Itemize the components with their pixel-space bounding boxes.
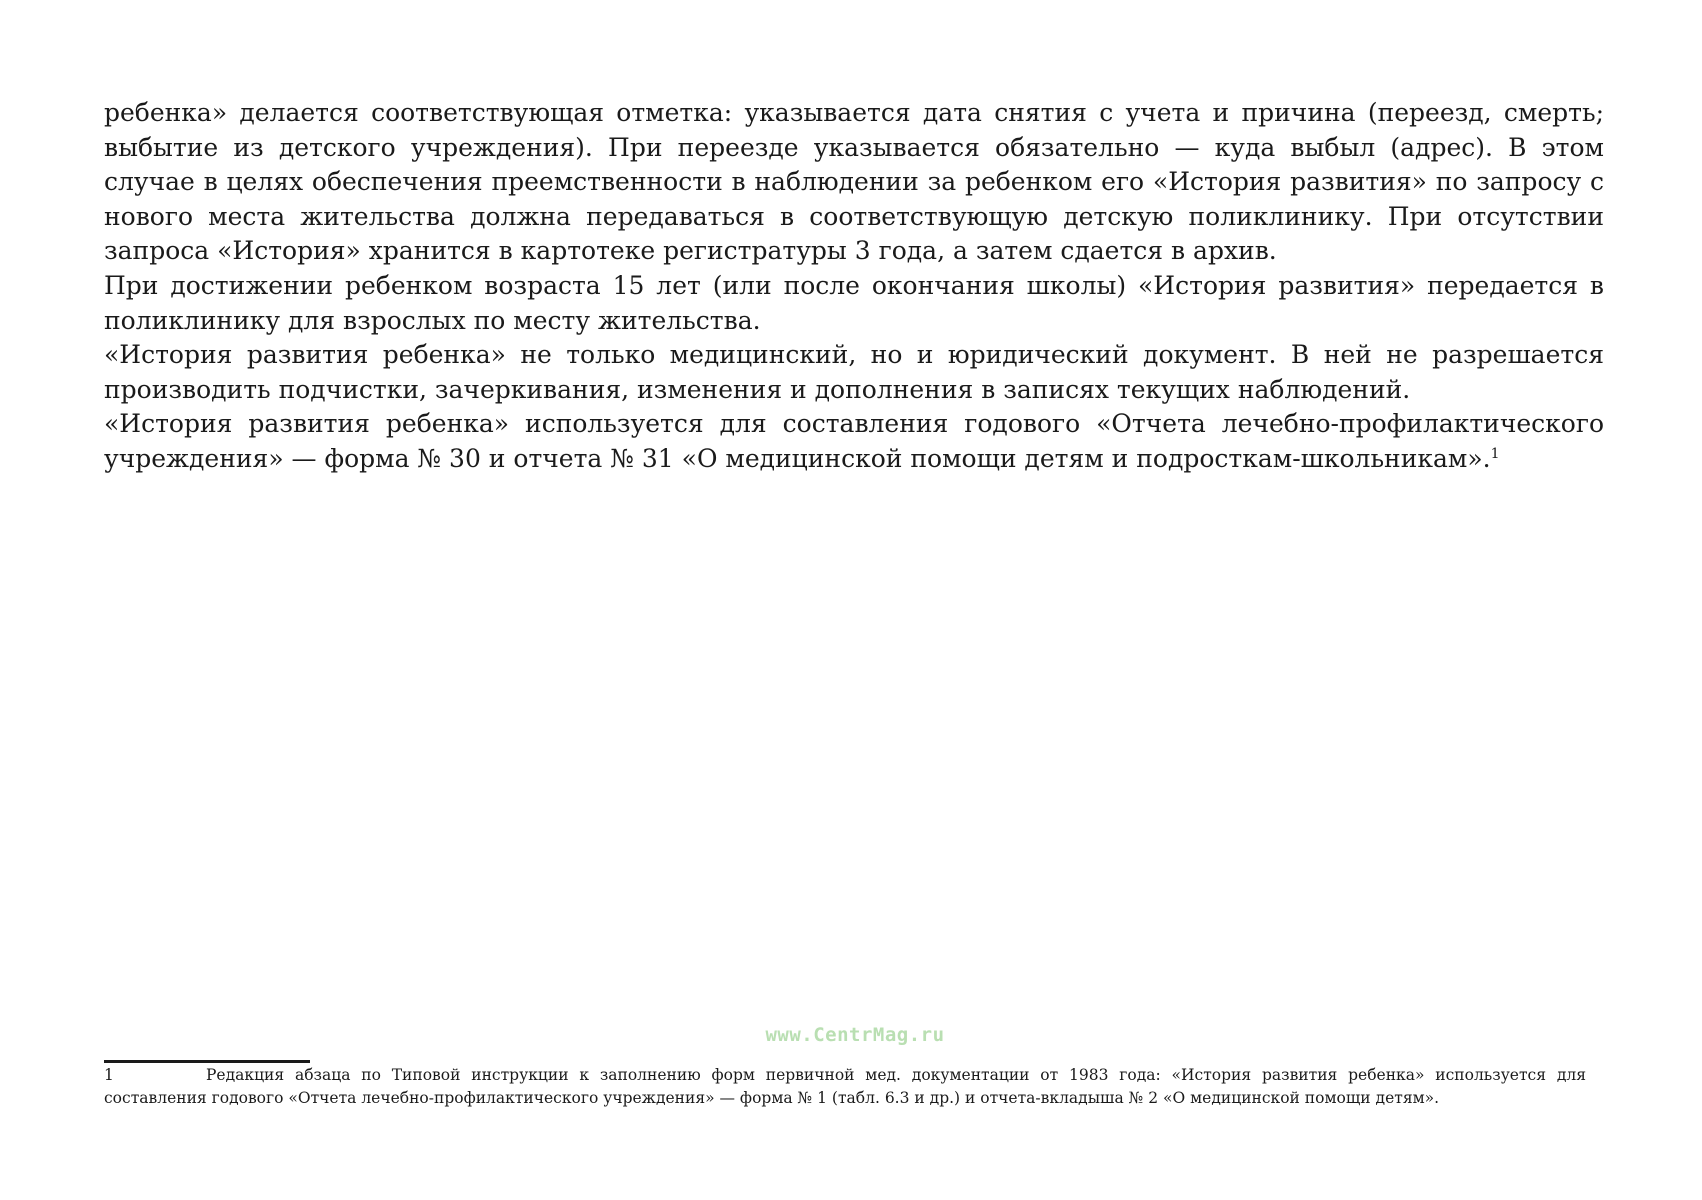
footnote [104, 1064, 1586, 1110]
footnote-reference[interactable]: 1 [1490, 445, 1500, 462]
paragraph-2: При достижении ребенком возраста 15 лет (или после окончания школы) «История развития» передается в поликлинику для взрослых по месту жительства. [104, 270, 1604, 335]
footnote-divider [104, 1060, 310, 1063]
body-text [104, 96, 1604, 477]
watermark: www.CentrMag.ru [765, 1024, 945, 1046]
paragraph-3: «История развития ребенка» не только медицинский, но и юридический документ. В ней не разрешается производить подчистки, зачеркивания, изменения и дополнения в записях текущих наблюдений. [104, 340, 1604, 404]
footnote-number: 1 [104, 1066, 114, 1084]
paragraph-4-text: «История развития ребенка» используется для составления годового «Отчета лечебно-профилактического учреждения» — форма № 30 и отчета № 31 «О медицинской помощи детям и подросткам-школьникам». [104, 409, 1604, 473]
footnote-text: Редакция абзаца по Типовой инструкции к заполнению форм первичной мед. документации от 1983 года: «История развития ребенка» используется для составления годового «Отчета лечебно-профилактического учреждения» — форма № 1 (табл. 6.3 и др.) и отчета-вкладыша № 2 «О медицинской помощи детям». [104, 1066, 1586, 1107]
paragraph-4 [104, 407, 1604, 476]
paragraph-1: ребенка» делается соответствующая отметка: указывается дата снятия с учета и причина (переезд, смерть; выбытие из детского учреждения). При переезде указывается обязательно — куда выбыл (адрес). В этом случае в целях обеспечения преемственности в наблюдении за ребенком его «История развития» по запросу с нового места жительства должна передаваться в соответствующую детскую поликлинику. При отсутствии запроса «История» хранится в картотеке регистратуры 3 года, а затем сдается в архив. [104, 98, 1604, 266]
